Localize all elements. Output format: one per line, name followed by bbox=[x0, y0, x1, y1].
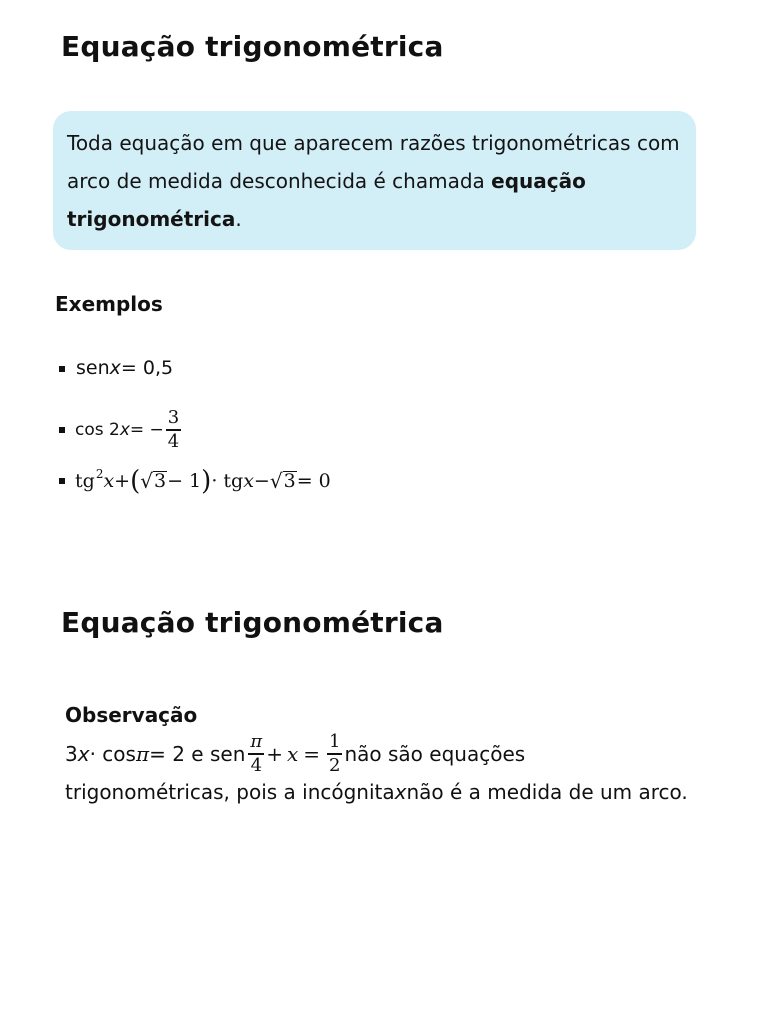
sqrt-3: √ 3 bbox=[269, 469, 296, 494]
fraction-3-4: $\frac{3}{4}$ bbox=[167, 407, 180, 452]
example-2: cos 2 x = − $\frac{3}{4}$ bbox=[75, 407, 180, 452]
examples-heading: Exemplos bbox=[55, 292, 163, 316]
observation-line-1: 3 x · cos π = 2 e sen $\frac{\pi}{4}$ + x = $\frac{1}{2}$ não são equações bbox=[65, 731, 526, 776]
definition-box bbox=[53, 111, 696, 250]
example-3: tg $^2$ x + ( √ 3 − 1 ) · tg x − √ 3 = 0 bbox=[75, 465, 331, 497]
section-title: Equação trigonométrica bbox=[61, 606, 444, 639]
observation-line-2: trigonométricas, pois a incógnita x não é a medida de um arco. bbox=[65, 780, 688, 804]
bullet-icon bbox=[59, 478, 65, 484]
observation-heading: Observação bbox=[65, 703, 198, 727]
page-title: Equação trigonométrica bbox=[61, 30, 444, 63]
sqrt-3: √ 3 bbox=[140, 469, 167, 494]
fraction-pi-4: $\frac{\pi}{4}$ bbox=[250, 731, 263, 776]
bullet-icon bbox=[59, 427, 65, 433]
example-1: sen x = 0,5 bbox=[76, 357, 174, 379]
bullet-icon bbox=[59, 366, 65, 372]
definition-text: Toda equação em que aparecem razões trigonométricas com arco de medida desconhecida é chamada equação trigonométrica. bbox=[67, 131, 680, 231]
fraction-1-2: $\frac{1}{2}$ bbox=[329, 731, 341, 776]
definition-term: equação trigonométrica bbox=[67, 169, 586, 231]
